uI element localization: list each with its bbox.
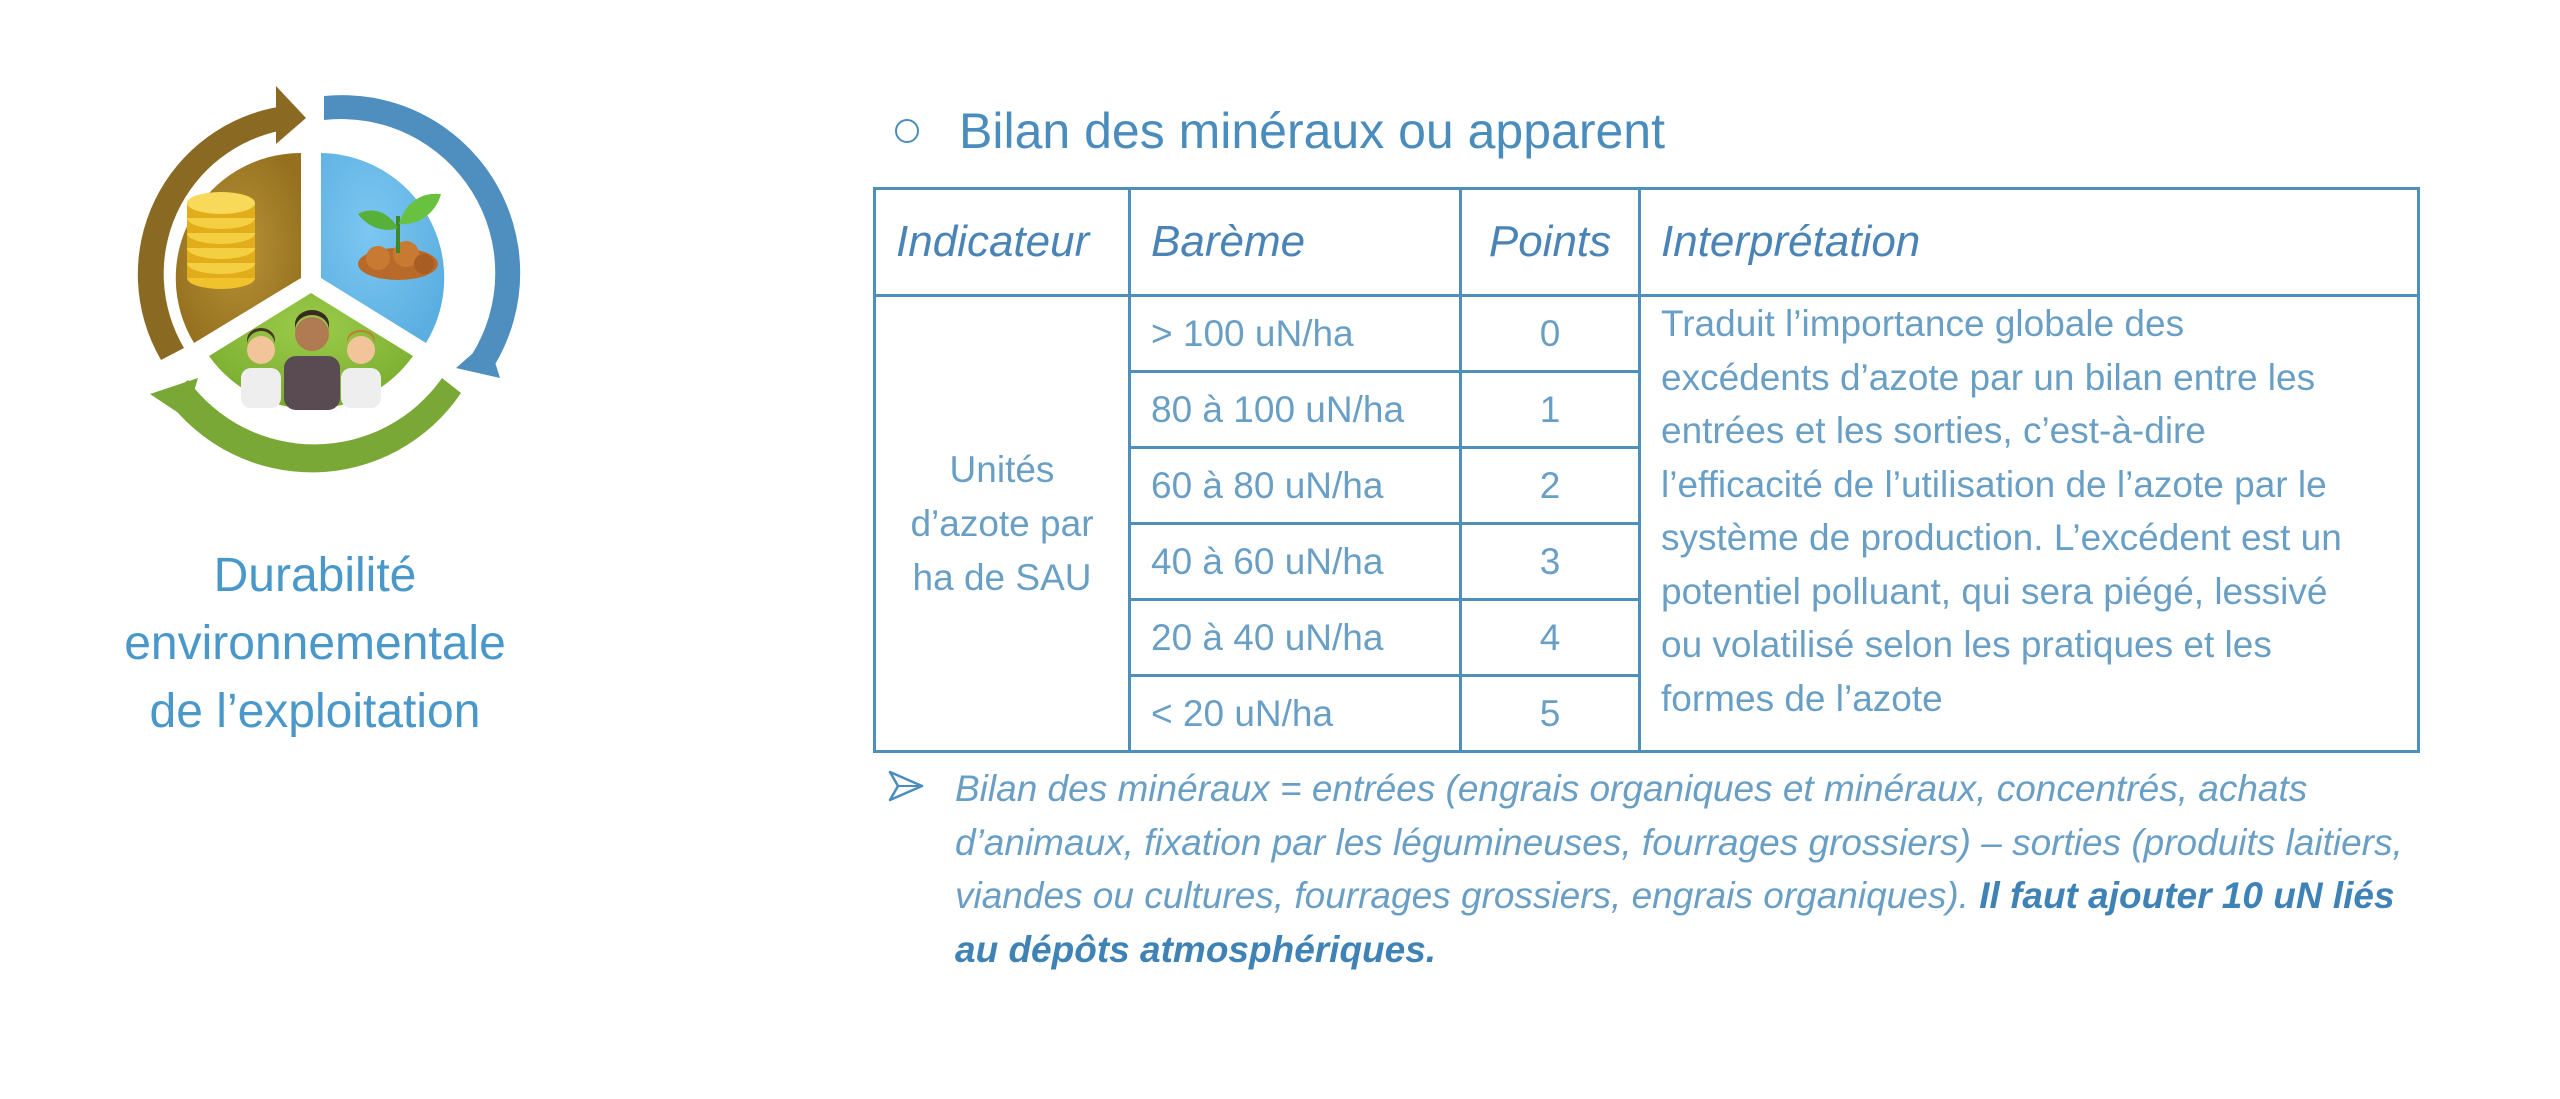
points-cell: 5 — [1461, 676, 1640, 752]
interpretation-cell — [1640, 296, 2419, 752]
title-line: de l’exploitation — [149, 685, 481, 738]
interpretation-line: ou volatilisé selon les pratiques et les — [1661, 624, 2272, 665]
indicator-cell — [875, 296, 1130, 752]
points-cell: 3 — [1461, 524, 1640, 600]
note-main-text: Bilan des minéraux = entrées (engrais organiques et minéraux, concentrés, achats d’animaux, fixation par les légumineuses, fourrages grossiers) – sorties (produits laitiers, viandes ou cultures, fourrages grossiers, engrais organiques). — [955, 768, 2403, 916]
note-text — [955, 762, 2405, 976]
interpretation-line: Traduit l’importance globale des — [1661, 303, 2185, 344]
points-cell: 0 — [1461, 296, 1640, 372]
interpretation-line: formes de l’azote — [1661, 677, 1943, 719]
indicator-line: d’azote par — [910, 502, 1094, 544]
section-title-text: Bilan des minéraux ou apparent — [959, 103, 1666, 159]
bareme-cell: 80 à 100 uN/ha — [1130, 372, 1461, 448]
interpretation-line: excédents d’azote par un bilan entre les — [1661, 356, 2316, 398]
indicator-line: ha de SAU — [912, 556, 1092, 598]
interpretation-line: l’efficacité de l’utilisation de l’azote par le — [1661, 463, 2327, 505]
hollow-circle-bullet-icon — [895, 119, 919, 143]
page-title — [60, 542, 570, 746]
title-line: environnementale — [124, 617, 506, 670]
points-cell: 4 — [1461, 600, 1640, 676]
arrowhead-bullet-icon — [888, 768, 924, 804]
indicator-table — [873, 187, 2420, 753]
section-heading — [895, 96, 1665, 166]
header-points: Points — [1461, 189, 1640, 296]
interpretation-line: système de production. L’excédent est un — [1661, 517, 2342, 558]
points-cell: 1 — [1461, 372, 1640, 448]
points-cell: 2 — [1461, 448, 1640, 524]
bareme-cell: 60 à 80 uN/ha — [1130, 448, 1461, 524]
indicator-line: Unités — [949, 448, 1055, 490]
interpretation-line: potentiel polluant, qui sera piégé, lessivé — [1661, 570, 2328, 612]
title-line: Durabilité — [213, 549, 417, 602]
header-bareme: Barème — [1130, 189, 1461, 296]
coins-icon — [187, 192, 255, 289]
header-indicateur: Indicateur — [875, 189, 1130, 296]
sustainability-cycle-icon — [106, 78, 526, 498]
header-interpretation: Interprétation — [1640, 189, 2419, 296]
bareme-cell: < 20 uN/ha — [1130, 676, 1461, 752]
bareme-cell: 40 à 60 uN/ha — [1130, 524, 1461, 600]
bareme-cell: 20 à 40 uN/ha — [1130, 600, 1461, 676]
note-bold-text: Il faut ajouter 10 uN liés au dépôts atmosphériques. — [955, 875, 2395, 970]
table-header-row — [875, 189, 2419, 296]
interpretation-line: entrées et les sorties, c’est-à-dire — [1661, 410, 2206, 451]
table-row — [875, 296, 2419, 372]
bareme-cell: > 100 uN/ha — [1130, 296, 1461, 372]
